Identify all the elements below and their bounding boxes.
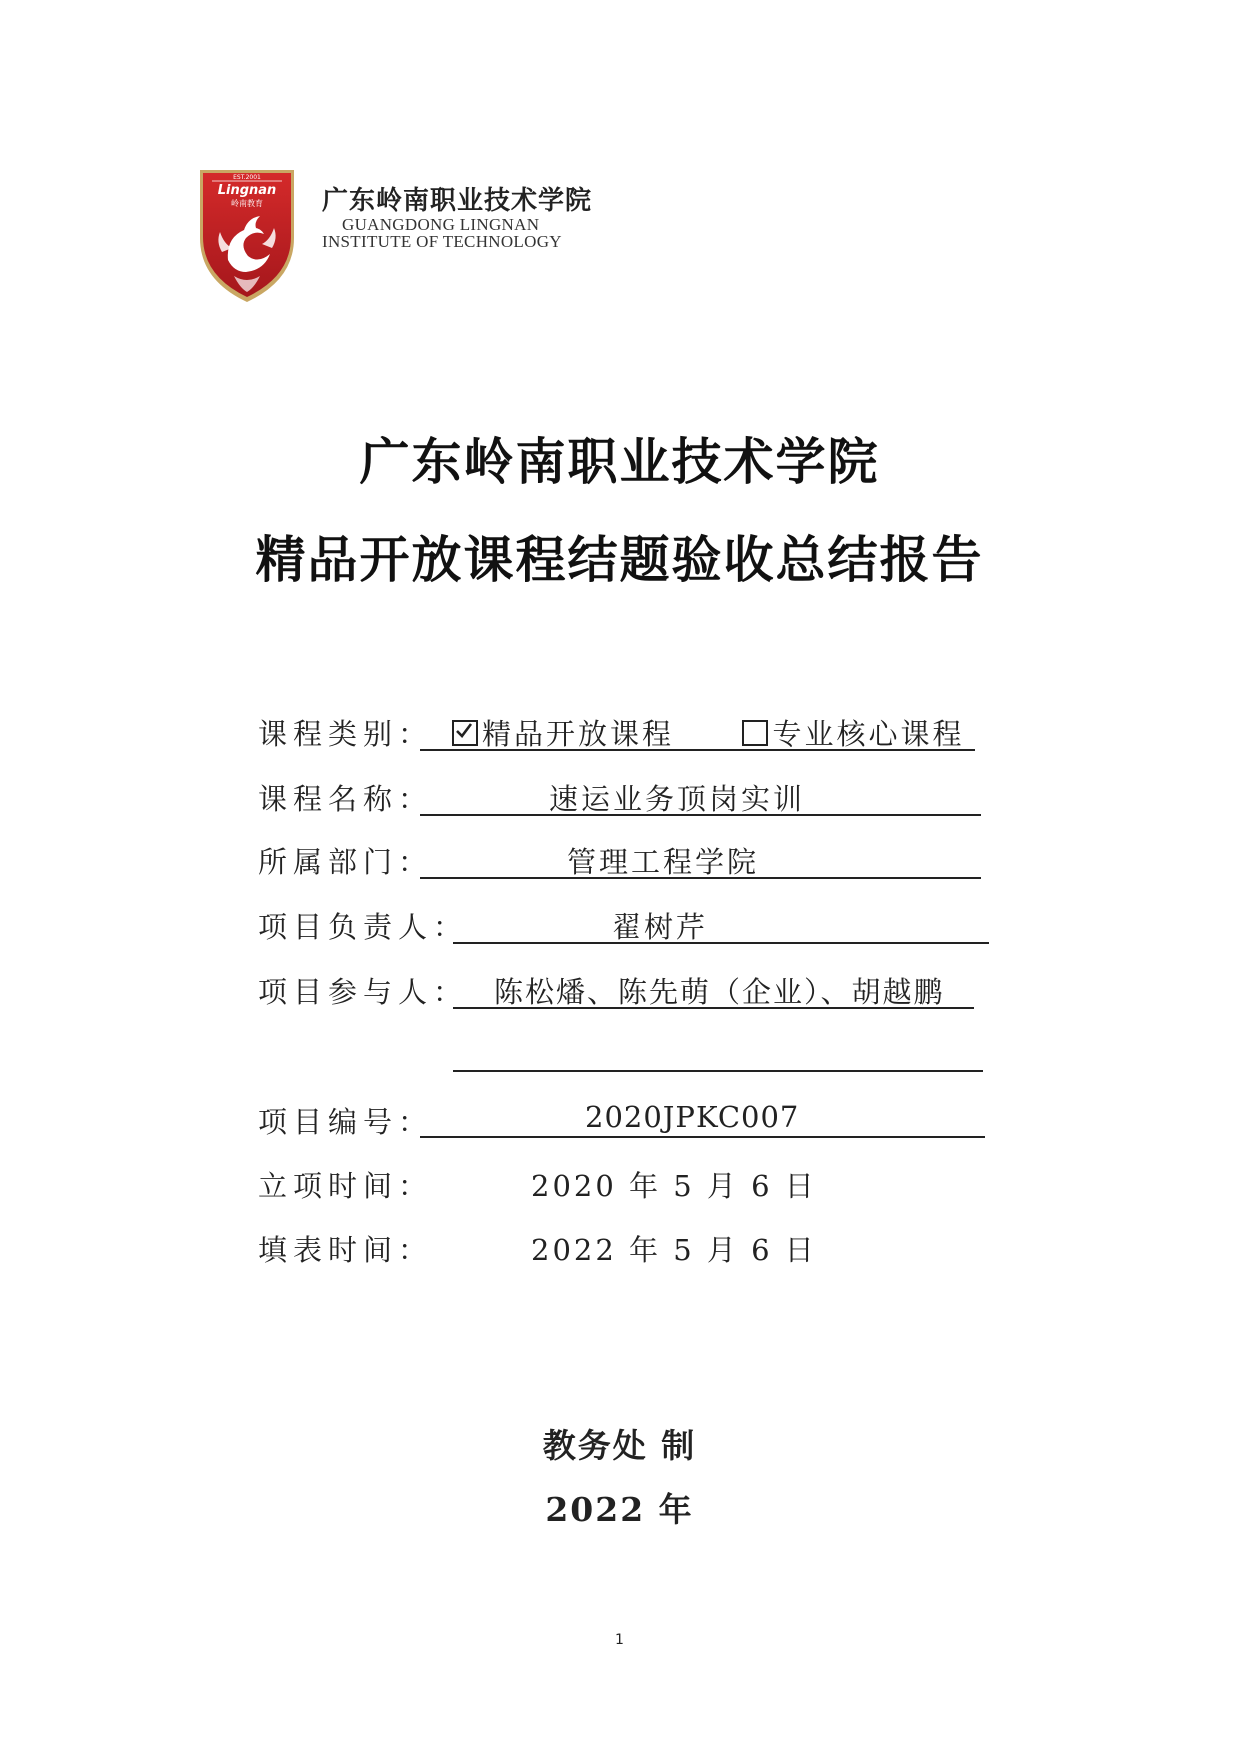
project-no-value: 2020JPKC007 bbox=[585, 1100, 800, 1134]
fill-date-value: 2022 年 5 月 6 日 bbox=[531, 1233, 817, 1267]
school-name-cn: 广东岭南职业技术学院 bbox=[322, 186, 593, 216]
category-underline bbox=[420, 749, 975, 751]
leader-underline bbox=[453, 942, 989, 944]
checkbox-checked-icon[interactable] bbox=[452, 720, 478, 746]
leader-label: 项目负责人： bbox=[258, 910, 469, 944]
svg-text:EST.2001: EST.2001 bbox=[233, 174, 261, 181]
department-value: 管理工程学院 bbox=[567, 845, 760, 879]
school-name-en-line2: INSTITUTE OF TECHNOLOGY bbox=[322, 232, 562, 251]
page-number: 1 bbox=[615, 1632, 624, 1648]
category-options bbox=[452, 712, 964, 753]
footer-year: 2022 年 bbox=[545, 1490, 694, 1529]
project-no-underline bbox=[420, 1136, 985, 1138]
participants-underline-2 bbox=[453, 1070, 983, 1072]
svg-text:Lingnan: Lingnan bbox=[217, 183, 277, 198]
participants-label: 项目参与人： bbox=[258, 975, 469, 1009]
course-name-label: 课程名称： bbox=[258, 782, 434, 816]
project-no-label: 项目编号： bbox=[258, 1105, 434, 1139]
course-name-underline bbox=[420, 814, 981, 816]
issuer: 教务处 制 bbox=[542, 1426, 697, 1465]
department-label: 所属部门： bbox=[258, 845, 434, 879]
checkbox-empty-icon[interactable] bbox=[742, 720, 768, 746]
category-option1: 精品开放课程 bbox=[482, 717, 675, 751]
participants-value: 陈松燔、陈先萌（企业）、胡越鹏 bbox=[494, 975, 945, 1009]
department-underline bbox=[420, 877, 981, 879]
course-name-value: 速运业务顶岗实训 bbox=[549, 782, 806, 816]
start-date-value: 2020 年 5 月 6 日 bbox=[531, 1169, 817, 1203]
school-name-en-line1: GUANGDONG LINGNAN bbox=[342, 215, 540, 234]
participants-underline bbox=[453, 1007, 974, 1009]
school-logo bbox=[198, 168, 296, 304]
report-title-line2: 精品开放课程结题验收总结报告 bbox=[255, 530, 984, 589]
logo-wordmark bbox=[322, 186, 592, 250]
leader-value: 翟树芹 bbox=[612, 910, 709, 944]
category-option2: 专业核心课程 bbox=[772, 717, 965, 751]
fill-date-label: 填表时间： bbox=[258, 1233, 434, 1267]
category-label: 课程类别： bbox=[258, 717, 434, 751]
report-title-line1: 广东岭南职业技术学院 bbox=[359, 432, 880, 491]
svg-text:岭南教育: 岭南教育 bbox=[231, 199, 263, 208]
start-date-label: 立项时间： bbox=[258, 1169, 434, 1203]
